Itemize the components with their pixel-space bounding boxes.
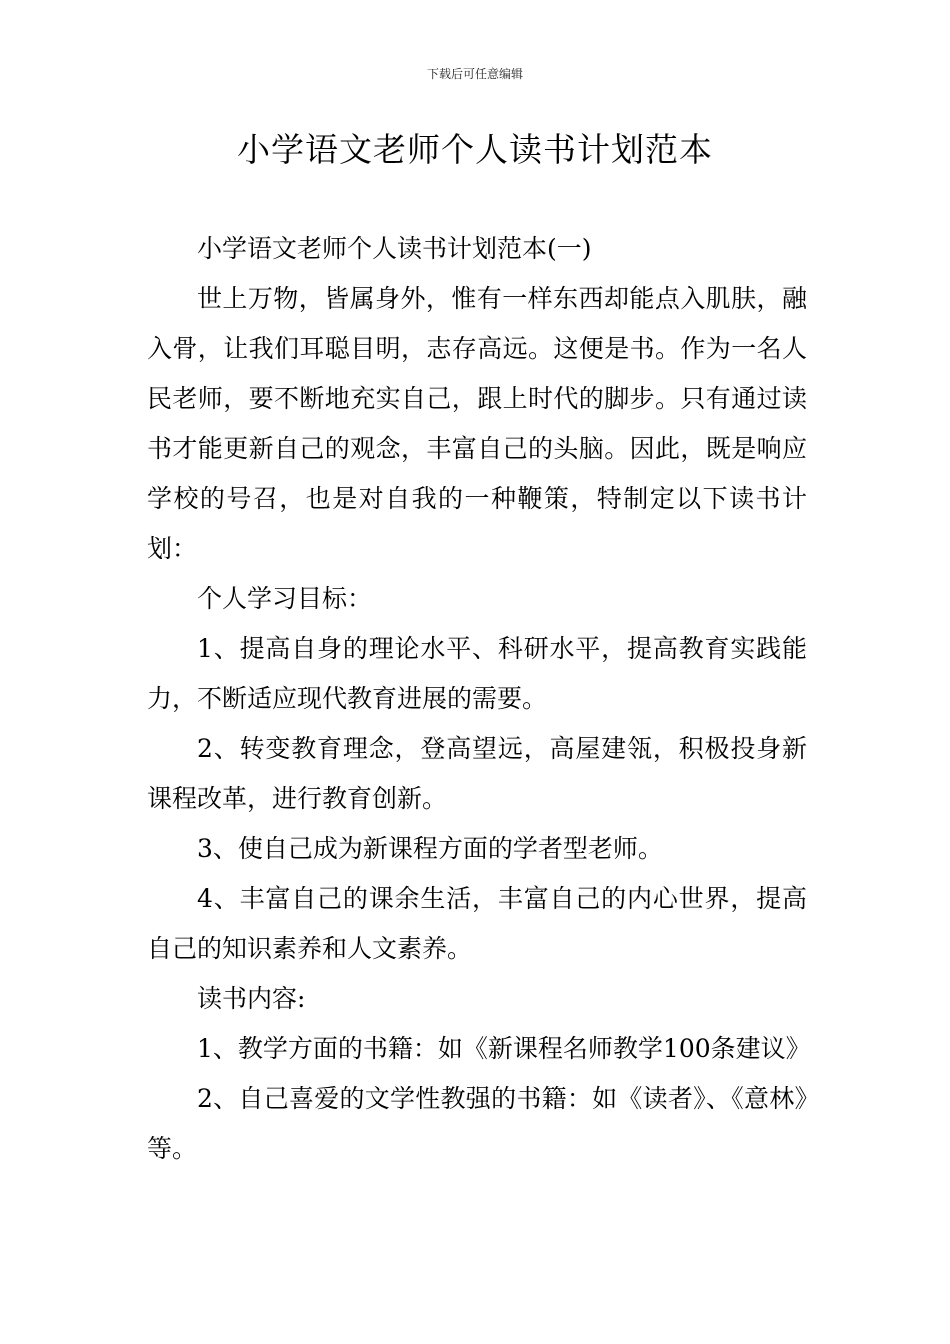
section-heading: 小学语文老师个人读书计划范本(一) — [197, 234, 592, 263]
reading-item-2: 2、自己喜爱的文学性教强的书籍：如《读者》、《意林》等。 — [147, 1084, 807, 1163]
document-title: 小学语文老师个人读书计划范本 — [237, 130, 713, 169]
header-note: 下载后可任意编辑 — [426, 67, 523, 81]
intro-paragraph: 世上万物，皆属身外，惟有一样东西却能点入肌肤，融入骨，让我们耳聪目明，志存高远。这便是书。作为一名人民老师，要不断地充实自己，跟上时代的脚步。只有通过读书才能更新自己的观念，丰富自己的头脑。因此，既是响应学校的号召，也是对自我的一种鞭策，特制定以下读书计划： — [147, 284, 807, 563]
reading-content-heading: 读书内容: — [197, 984, 306, 1013]
reading-item-1: 1、教学方面的书籍：如《新课程名师教学100条建议》 — [197, 1034, 811, 1063]
goal-item-1: 1、提高自身的理论水平、科研水平，提高教育实践能力，不断适应现代教育进展的需要。 — [147, 634, 807, 713]
goal-item-3: 3、使自己成为新课程方面的学者型老师。 — [197, 834, 663, 863]
goals-heading: 个人学习目标： — [197, 584, 373, 613]
document-body — [147, 224, 811, 1174]
goal-item-2: 2、转变教育理念，登高望远，高屋建瓴，积极投身新课程改革，进行教育创新。 — [147, 734, 807, 813]
goal-item-4: 4、丰富自己的课余生活，丰富自己的内心世界，提高自己的知识素养和人文素养。 — [147, 884, 807, 963]
